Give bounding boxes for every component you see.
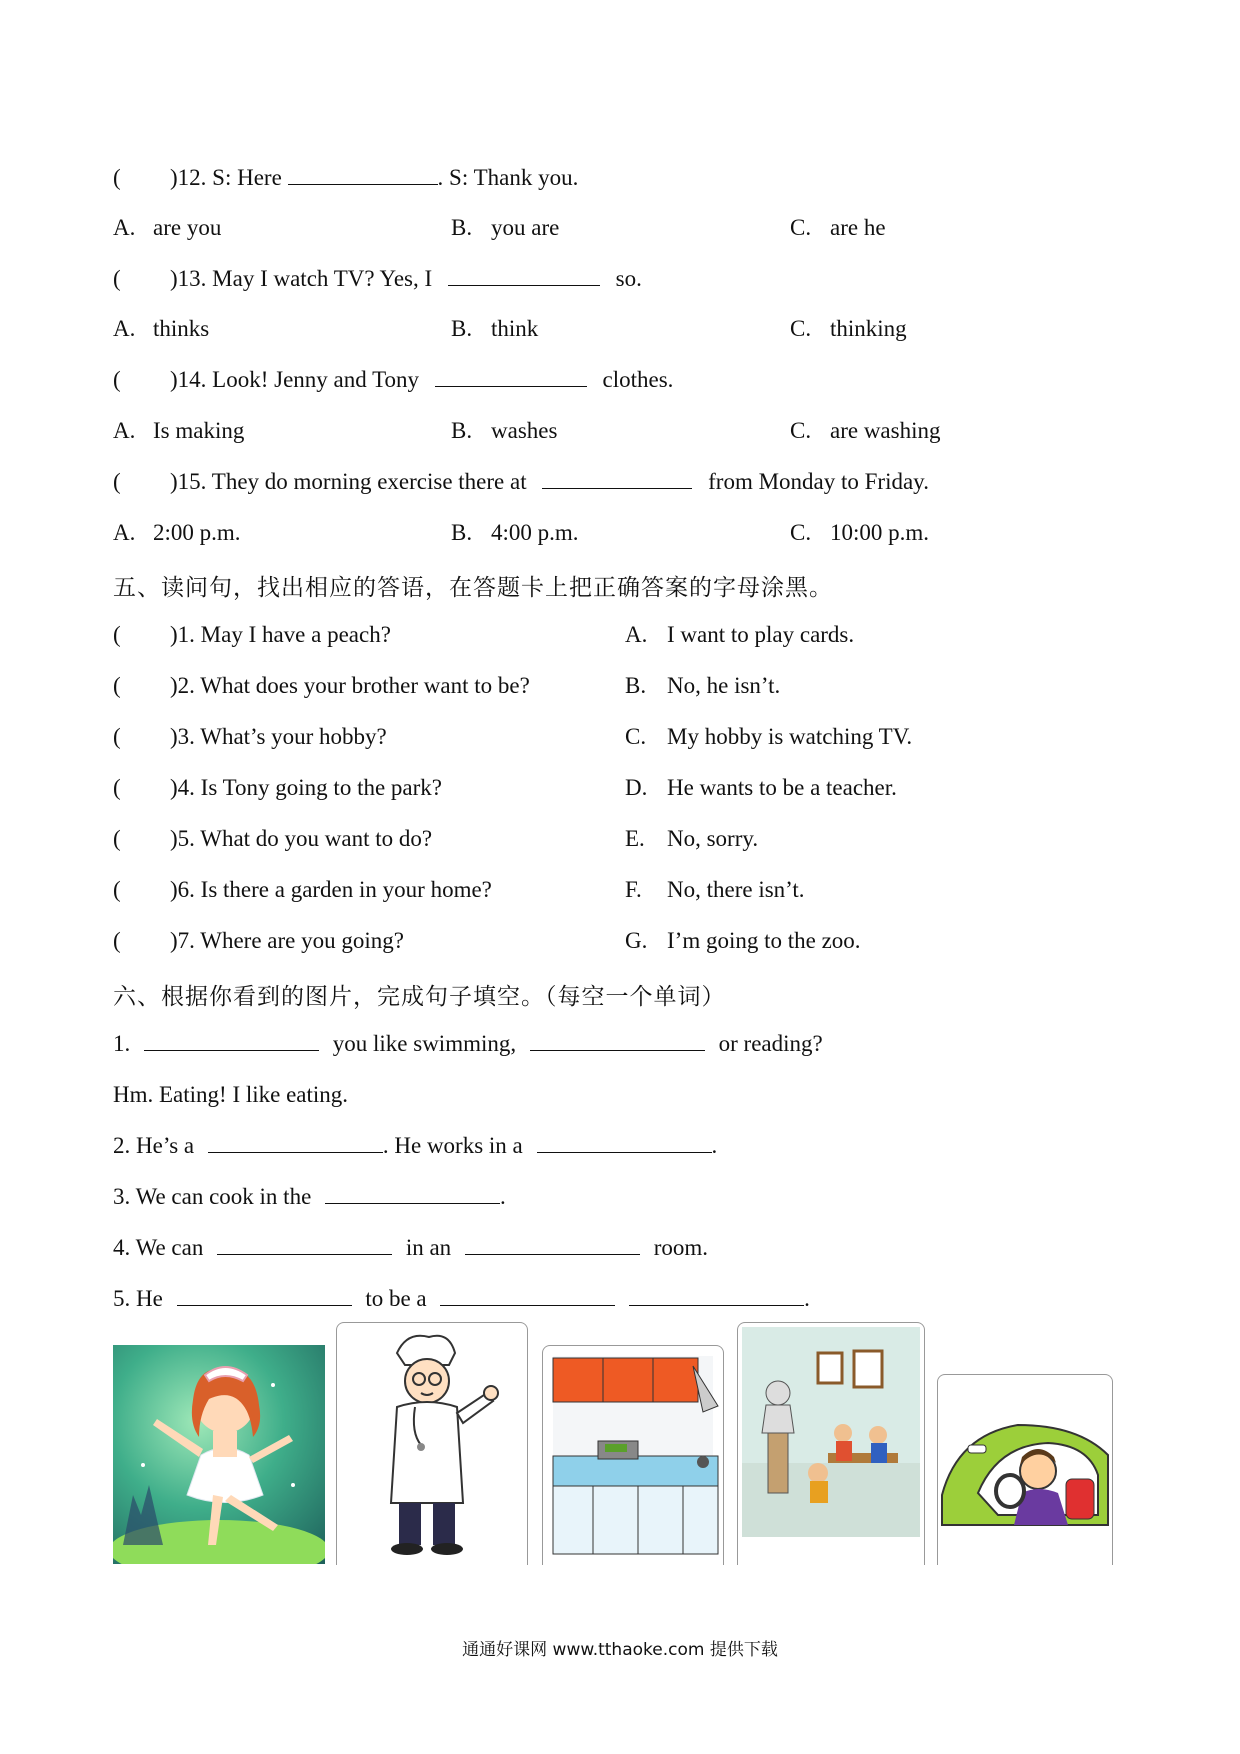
q12-paren: ( bbox=[113, 165, 121, 190]
doctor-illustration bbox=[337, 1323, 527, 1565]
s5-q2-paren: ( bbox=[113, 673, 121, 698]
s5-q1-paren: ( bbox=[113, 622, 121, 647]
s5-q4-text: )4. Is Tony going to the park? bbox=[170, 775, 443, 800]
q12-text bbox=[170, 165, 578, 191]
q14-option-b[interactable]: B. washes bbox=[451, 418, 558, 443]
s6-sentence-3: 3. We can cook in the . bbox=[113, 1184, 506, 1209]
q15-option-a[interactable]: A. 2:00 p.m. bbox=[113, 520, 241, 545]
q15-text bbox=[170, 469, 929, 495]
s6-2-blank-1[interactable] bbox=[208, 1134, 383, 1153]
q15-option-c[interactable]: C. 10:00 p.m. bbox=[790, 520, 930, 545]
s5-q5-text: )5. What do you want to do? bbox=[170, 826, 433, 851]
s6-1-blank-1[interactable] bbox=[144, 1032, 319, 1051]
q15-part1: They do morning exercise there at bbox=[211, 469, 527, 494]
q14-part1: Look! Jenny and Tony bbox=[212, 367, 420, 392]
s6-4-blank-2[interactable] bbox=[465, 1236, 640, 1255]
s5-answer-d: D. He wants to be a teacher. bbox=[625, 775, 897, 800]
s5-answer-b: B. No, he isn’t. bbox=[625, 673, 781, 698]
q14-number: )14. bbox=[170, 367, 207, 392]
s6-sentence-1-reply: Hm. Eating! I like eating. bbox=[113, 1082, 349, 1107]
s5-q2-text: )2. What does your brother want to be? bbox=[170, 673, 530, 698]
section5-heading: 五、读问句，找出相应的答语，在答题卡上把正确答案的字母涂黑。 bbox=[113, 575, 833, 601]
q12-option-b[interactable]: B. you are bbox=[451, 215, 560, 240]
q13-option-a[interactable]: A. thinks bbox=[113, 316, 210, 341]
s5-q3-text: )3. What’s your hobby? bbox=[170, 724, 387, 749]
q12-option-c[interactable]: C. are he bbox=[790, 215, 886, 240]
q14-option-a[interactable]: A. Is making bbox=[113, 418, 245, 443]
kitchen-picture bbox=[542, 1345, 724, 1565]
s5-answer-a: A. I want to play cards. bbox=[625, 622, 855, 647]
s6-5-blank-1[interactable] bbox=[177, 1287, 352, 1306]
driver-illustration bbox=[938, 1375, 1112, 1565]
q13-number: )13. bbox=[170, 266, 207, 291]
s5-q6-text: )6. Is there a garden in your home? bbox=[170, 877, 492, 902]
s5-answer-c: C. My hobby is watching TV. bbox=[625, 724, 913, 749]
s6-sentence-2: 2. He’s a . He works in a . bbox=[113, 1133, 718, 1158]
q15-paren: ( bbox=[113, 469, 121, 494]
kitchen-illustration bbox=[543, 1346, 723, 1565]
q13-part1: May I watch TV? Yes, I bbox=[212, 266, 433, 291]
s6-1-blank-2[interactable] bbox=[530, 1032, 705, 1051]
section6-heading: 六、根据你看到的图片，完成句子填空。（每空一个单词） bbox=[113, 984, 726, 1010]
q14-option-c[interactable]: C. are washing bbox=[790, 418, 941, 443]
q13-part2: so. bbox=[615, 266, 642, 291]
q12-option-a[interactable]: A. are you bbox=[113, 215, 222, 240]
q13-text bbox=[170, 266, 642, 292]
s5-answer-g: G. I’m going to the zoo. bbox=[625, 928, 861, 953]
s6-3-blank[interactable] bbox=[325, 1185, 500, 1204]
q15-part2: from Monday to Friday. bbox=[708, 469, 929, 494]
s5-answer-f: F. No, there isn’t. bbox=[625, 877, 805, 902]
q14-part2: clothes. bbox=[602, 367, 674, 392]
s6-5-blank-3[interactable] bbox=[629, 1287, 804, 1306]
q13-option-c[interactable]: C. thinking bbox=[790, 316, 907, 341]
q13-blank[interactable] bbox=[448, 267, 600, 286]
q14-text bbox=[170, 367, 673, 393]
s5-q3-paren: ( bbox=[113, 724, 121, 749]
s6-5-blank-2[interactable] bbox=[440, 1287, 615, 1306]
s5-q6-paren: ( bbox=[113, 877, 121, 902]
q14-paren: ( bbox=[113, 367, 121, 392]
q15-number: )15. bbox=[170, 469, 207, 494]
s5-q7-text: )7. Where are you going? bbox=[170, 928, 404, 953]
s5-q4-paren: ( bbox=[113, 775, 121, 800]
q12-blank[interactable] bbox=[288, 166, 438, 185]
q12-number: )12. bbox=[170, 165, 207, 190]
s6-sentence-4: 4. We can in an room. bbox=[113, 1235, 708, 1260]
dancing-girl-illustration bbox=[113, 1345, 325, 1564]
art-room-picture bbox=[737, 1322, 925, 1565]
s6-sentence-5: 5. He to be a . bbox=[113, 1286, 810, 1311]
q13-paren: ( bbox=[113, 266, 121, 291]
s5-answer-e: E. No, sorry. bbox=[625, 826, 759, 851]
q12-part1: S: Here bbox=[212, 165, 282, 190]
driver-picture bbox=[937, 1374, 1113, 1565]
s6-4-blank-1[interactable] bbox=[217, 1236, 392, 1255]
s5-q7-paren: ( bbox=[113, 928, 121, 953]
q15-option-b[interactable]: B. 4:00 p.m. bbox=[451, 520, 579, 545]
s6-sentence-1: 1. you like swimming, or reading? bbox=[113, 1031, 823, 1056]
footer-text: 通通好课网 www.tthaoke.com 提供下载 bbox=[462, 1640, 778, 1660]
art-room-illustration bbox=[738, 1323, 924, 1565]
s5-q5-paren: ( bbox=[113, 826, 121, 851]
q12-part2: . S: Thank you. bbox=[437, 165, 579, 190]
s5-q1-text: )1. May I have a peach? bbox=[170, 622, 391, 647]
s6-2-blank-2[interactable] bbox=[537, 1134, 712, 1153]
q15-blank[interactable] bbox=[542, 470, 692, 489]
dancing-girl-picture bbox=[113, 1345, 325, 1564]
q14-blank[interactable] bbox=[435, 368, 587, 387]
doctor-picture bbox=[336, 1322, 528, 1565]
q13-option-b[interactable]: B. think bbox=[451, 316, 539, 341]
